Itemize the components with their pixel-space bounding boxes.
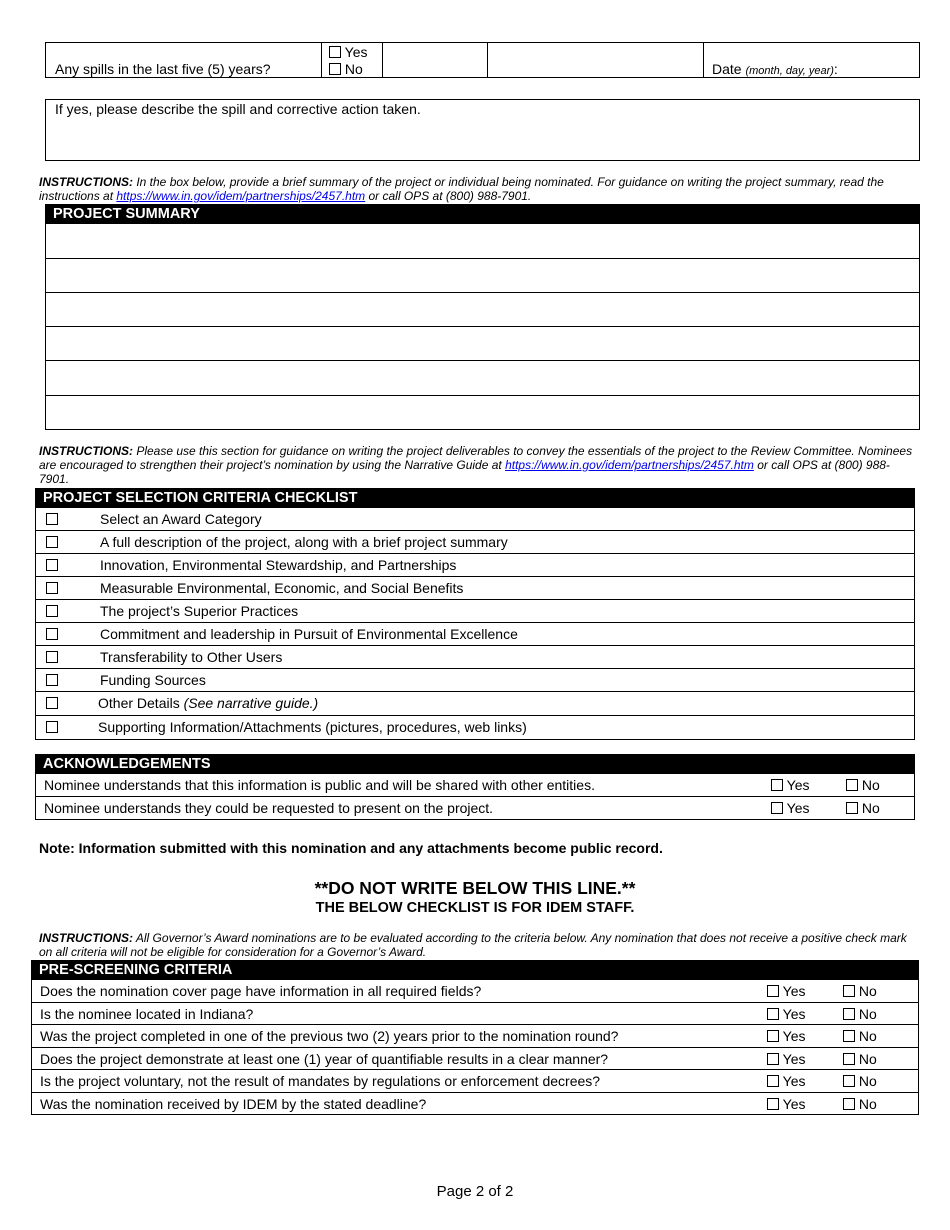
checklist-item-label: Innovation, Environmental Stewardship, and Partnerships (100, 557, 457, 573)
prescreening-row (31, 980, 919, 1003)
yes-label: Yes (782, 1051, 806, 1067)
spills-date-colon: : (833, 61, 838, 77)
checklist-checkbox[interactable] (46, 582, 58, 594)
prescreening-yes-option[interactable] (767, 1028, 805, 1044)
yes-label: Yes (786, 800, 810, 816)
checklist-other-details-note: (See narrative guide.) (183, 695, 319, 711)
acknowledgement-row (35, 774, 915, 797)
yes-label: Yes (782, 983, 806, 999)
spills-question: Any spills in the last five (5) years? (55, 61, 271, 77)
no-checkbox[interactable] (843, 1008, 855, 1020)
checklist-item-label: Commitment and leadership in Pursuit of Environmental Excellence (100, 626, 518, 642)
checklist-row[interactable] (35, 646, 915, 669)
spills-row (45, 42, 920, 78)
prescreening-no-option[interactable] (843, 1051, 877, 1067)
checklist-row[interactable] (35, 531, 915, 554)
checklist-other-details (98, 695, 318, 711)
prescreening-row (31, 1070, 919, 1093)
no-label: No (858, 1073, 877, 1089)
checklist-row[interactable] (35, 554, 915, 577)
no-checkbox[interactable] (843, 1053, 855, 1065)
spills-no-checkbox[interactable] (329, 63, 341, 75)
spills-no-option[interactable] (329, 61, 363, 77)
acknowledgement-no-option[interactable] (846, 800, 880, 816)
spills-field-1[interactable] (383, 43, 486, 77)
checklist-row[interactable] (35, 508, 915, 531)
prescreening-question: Does the nomination cover page have information in all required fields? (40, 983, 482, 999)
project-summary-line-5 (45, 395, 919, 396)
prescreening-yes-option[interactable] (767, 1096, 805, 1112)
prescreening-no-option[interactable] (843, 1006, 877, 1022)
acknowledgement-row (35, 797, 915, 820)
acknowledgement-yes-option[interactable] (771, 800, 809, 816)
checklist-checkbox[interactable] (46, 721, 58, 733)
summary-instructions-text2: or call OPS at (800) 988-7901. (365, 189, 532, 203)
checklist-checkbox[interactable] (46, 513, 58, 525)
checklist-row-supporting[interactable] (35, 716, 915, 740)
yes-label: Yes (782, 1096, 806, 1112)
prescreening-yes-option[interactable] (767, 983, 805, 999)
prescreening-row (31, 1003, 919, 1025)
yes-label: Yes (782, 1006, 806, 1022)
yes-label: Yes (786, 777, 810, 793)
no-label: No (858, 1051, 877, 1067)
yes-checkbox[interactable] (771, 779, 783, 791)
prescreen-instructions (39, 931, 914, 959)
no-checkbox[interactable] (843, 1030, 855, 1042)
no-checkbox[interactable] (846, 802, 858, 814)
criteria-instructions-text2: or call OPS at (800) 988-7901. (39, 458, 890, 486)
checklist-checkbox[interactable] (46, 536, 58, 548)
checklist-checkbox[interactable] (46, 651, 58, 663)
criteria-instructions-text1: Please use this section for guidance on writing the project deliverables to convey the essentials of the project to the Review Committee. Nominees are encouraged to strengthen their project’s nomination by using the Narrative Guide at (39, 444, 913, 472)
spills-divider-1 (321, 43, 322, 77)
checklist-item-label: The project’s Superior Practices (100, 603, 299, 619)
prescreen-instructions-text: All Governor’s Award nominations are to be evaluated according to the criteria below. Any nomination that does not receive a positive check mark on all criteria will not be eligible for consideration for a Governor’s Award. (39, 931, 907, 959)
staff-checklist-subheading: THE BELOW CHECKLIST IS FOR IDEM STAFF. (315, 900, 635, 916)
prescreening-no-option[interactable] (843, 1028, 877, 1044)
project-summary-line-2 (45, 292, 919, 293)
prescreening-no-option[interactable] (843, 1073, 877, 1089)
no-checkbox[interactable] (843, 1098, 855, 1110)
project-summary-line-4 (45, 360, 919, 361)
criteria-instructions-link[interactable]: https://www.in.gov/idem/partnerships/2457.htm (505, 458, 754, 472)
yes-checkbox[interactable] (767, 985, 779, 997)
checklist-item-label: A full description of the project, along with a brief project summary (100, 534, 508, 550)
checklist-checkbox[interactable] (46, 605, 58, 617)
checklist-item-label: Measurable Environmental, Economic, and Social Benefits (100, 580, 464, 596)
prescreening-question: Was the nomination received by IDEM by the stated deadline? (40, 1096, 427, 1112)
prescreening-question: Was the project completed in one of the previous two (2) years prior to the nomination round? (40, 1028, 619, 1044)
prescreen-instructions-prefix: INSTRUCTIONS: (39, 931, 133, 945)
yes-checkbox[interactable] (771, 802, 783, 814)
yes-checkbox[interactable] (767, 1098, 779, 1110)
acknowledgements-header: ACKNOWLEDGEMENTS (35, 754, 915, 774)
do-not-write-heading: **DO NOT WRITE BELOW THIS LINE.** (314, 878, 636, 898)
summary-instructions-prefix: INSTRUCTIONS: (39, 175, 133, 189)
prescreening-row (31, 1025, 919, 1048)
spill-description-box[interactable] (45, 99, 920, 161)
checklist-other-details-label: Other Details (98, 695, 184, 711)
prescreening-question: Is the project voluntary, not the result of mandates by regulations or enforcement decrees? (40, 1073, 601, 1089)
checklist-item-label: Transferability to Other Users (100, 649, 283, 665)
no-label: No (858, 983, 877, 999)
checklist-item-label: Select an Award Category (100, 511, 262, 527)
no-checkbox[interactable] (843, 985, 855, 997)
checklist-row[interactable] (35, 623, 915, 646)
prescreening-no-option[interactable] (843, 1096, 877, 1112)
prescreening-row (31, 1093, 919, 1115)
yes-checkbox[interactable] (767, 1053, 779, 1065)
checklist-row-other-details[interactable] (35, 692, 915, 716)
no-label: No (858, 1006, 877, 1022)
prescreening-header: PRE-SCREENING CRITERIA (31, 960, 919, 980)
checklist-header: PROJECT SELECTION CRITERIA CHECKLIST (35, 488, 915, 508)
spills-date-hint: (month, day, year) (745, 65, 834, 77)
prescreening-yes-option[interactable] (767, 1051, 805, 1067)
prescreening-yes-option[interactable] (767, 1073, 805, 1089)
project-summary-line-3 (45, 326, 919, 327)
yes-checkbox[interactable] (767, 1008, 779, 1020)
criteria-instructions-prefix: INSTRUCTIONS: (39, 444, 133, 458)
prescreening-row (31, 1048, 919, 1070)
page-number: Page 2 of 2 (436, 1183, 514, 1200)
prescreening-question: Is the nominee located in Indiana? (40, 1006, 254, 1022)
checklist-checkbox[interactable] (46, 697, 58, 709)
no-label: No (858, 1096, 877, 1112)
acknowledgement-label: Nominee understands they could be requested to present on the project. (44, 800, 494, 816)
yes-checkbox[interactable] (767, 1075, 779, 1087)
acknowledgement-yes-option[interactable] (771, 777, 809, 793)
spills-no-label: No (344, 61, 363, 77)
criteria-instructions (39, 444, 914, 486)
checklist-row[interactable] (35, 669, 915, 692)
no-checkbox[interactable] (846, 779, 858, 791)
checklist-row[interactable] (35, 577, 915, 600)
no-label: No (861, 777, 880, 793)
yes-label: Yes (782, 1028, 806, 1044)
checklist-checkbox[interactable] (46, 674, 58, 686)
summary-instructions (39, 175, 914, 203)
public-record-note: Note: Information submitted with this nomination and any attachments become public record. (39, 840, 663, 856)
spill-description-label: If yes, please describe the spill and corrective action taken. (55, 101, 421, 117)
checklist-item-label: Funding Sources (100, 672, 206, 688)
spills-field-2[interactable] (488, 43, 702, 77)
yes-label: Yes (782, 1073, 806, 1089)
spills-yes-checkbox[interactable] (329, 46, 341, 58)
summary-instructions-link[interactable]: https://www.in.gov/idem/partnerships/2457.htm (116, 189, 366, 203)
checklist-supporting-label: Supporting Information/Attachments (pictures, procedures, web links) (98, 719, 527, 735)
summary-instructions-text1: In the box below, provide a brief summary of the project or individual being nominated. For guidance on writing the project summary, read the instructions at (39, 175, 884, 203)
prescreening-question: Does the project demonstrate at least one (1) year of quantifiable results in a clear manner? (40, 1051, 609, 1067)
no-checkbox[interactable] (843, 1075, 855, 1087)
spills-yes-option[interactable] (329, 44, 367, 60)
prescreening-yes-option[interactable] (767, 1006, 805, 1022)
checklist-row[interactable] (35, 600, 915, 623)
project-summary-line-1 (45, 258, 919, 259)
yes-checkbox[interactable] (767, 1030, 779, 1042)
project-summary-header: PROJECT SUMMARY (45, 204, 920, 224)
spills-date-label: Date (712, 61, 742, 77)
spills-divider-4 (703, 43, 704, 77)
no-label: No (858, 1028, 877, 1044)
prescreening-no-option[interactable] (843, 983, 877, 999)
acknowledgement-label: Nominee understands that this information is public and will be shared with other entities. (44, 777, 595, 793)
no-label: No (861, 800, 880, 816)
checklist-checkbox[interactable] (46, 628, 58, 640)
checklist-checkbox[interactable] (46, 559, 58, 571)
spills-yes-label: Yes (344, 44, 368, 60)
acknowledgement-no-option[interactable] (846, 777, 880, 793)
spills-date-field[interactable] (712, 61, 912, 77)
